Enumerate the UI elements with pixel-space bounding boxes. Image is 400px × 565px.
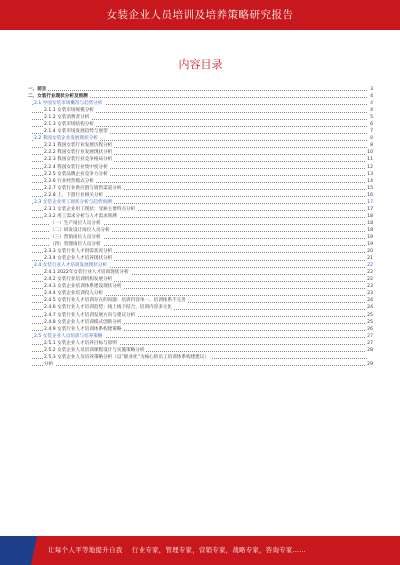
toc-entry-page: 25: [367, 312, 373, 318]
toc-heading: 内容目录: [178, 58, 223, 71]
toc-entry-title: 2.1.1 女装市场规模分析: [44, 108, 94, 114]
toc-leader-dots: [32, 365, 367, 366]
footer-accent-shape: [0, 536, 38, 565]
toc-entry-title: 2.2.5 女装品牌企业竞争力分析: [44, 171, 108, 177]
toc-entry[interactable]: [28, 178, 373, 185]
toc-entry-page: 8: [370, 136, 373, 142]
toc-entry[interactable]: [28, 164, 373, 171]
toc-entry[interactable]: [28, 213, 373, 220]
toc-entry[interactable]: [28, 347, 373, 354]
toc-entry[interactable]: [28, 248, 373, 255]
toc-entry-page: 27: [367, 333, 373, 339]
toc-entry-page: 7: [370, 129, 373, 135]
toc-entry[interactable]: [28, 241, 373, 248]
toc-entry-page: 21: [367, 256, 373, 262]
toc-entry-page: 4: [370, 108, 373, 114]
toc-leader-dots: [32, 90, 367, 91]
toc-entry-title: 2.2 我国女装企业发展现状分析: [34, 136, 98, 142]
toc-entry-title: 2.2.8 上、下游行业相关分析: [44, 192, 104, 198]
toc-entry[interactable]: [28, 199, 373, 206]
toc-entry-title: 2.4.9 女装行业人才培训体系构建策略: [44, 326, 122, 332]
document-page: [28, 34, 373, 530]
toc-entry[interactable]: [28, 340, 373, 347]
report-header: [0, 0, 400, 30]
toc-entry-title: 2.3 女装企业用工现状分析与趋势预测: [34, 199, 112, 205]
toc-entry[interactable]: [28, 333, 373, 340]
toc-entry-title: 2.4.5 女装行业人才培训存在的问题：培训内容单一、培训体系不完善: [44, 298, 186, 304]
toc-entry[interactable]: [28, 220, 373, 227]
toc-entry-page: 12: [367, 164, 373, 170]
toc-entry-page: 23: [367, 284, 373, 290]
toc-entry-page: 11: [367, 157, 373, 163]
toc-entry-page: 5: [370, 115, 373, 121]
toc-entry[interactable]: [28, 107, 373, 114]
toc-entry-page: 23: [367, 291, 373, 297]
toc-entry[interactable]: [28, 142, 373, 149]
footer-slogan: 让每个人平等地提升自我: [48, 546, 123, 554]
toc-entry-title: （四）管理岗位人员分析: [50, 242, 101, 248]
toc-entry-title: 2.4.8 女装企业人才培训模式创新分析: [44, 319, 122, 325]
toc-entry-page: 18: [367, 213, 373, 219]
toc-entry-title: 2.4.4 女装企业培训投入分析: [44, 291, 104, 297]
toc-entry[interactable]: [28, 262, 373, 269]
toc-entry-title: 2.4.6 女装行业人才培训趋势：线上线下结合、培训内容多元化: [44, 305, 172, 311]
toc-entry-title: 2.3.4 女装企业人才培养现状分析: [44, 256, 113, 262]
toc-entry-title: 2.1 中国女装市场概况与趋势分析: [34, 101, 103, 107]
toc-entry-page: 19: [367, 234, 373, 240]
toc-entry-page: 24: [367, 305, 373, 311]
toc-entry-page: 4: [370, 101, 373, 107]
toc-entry-title: 2.4.1 2022年女装行业人才培训现状分析: [44, 270, 129, 276]
toc-entry-page: 19: [367, 242, 373, 248]
toc-entry-title: 2.3.3 女装行业人才供需状况分析: [44, 249, 113, 255]
toc-entry-title: 2.2.7 女装行业供应链与销售渠道分析: [44, 185, 122, 191]
toc-entry[interactable]: [28, 354, 373, 361]
toc-entry[interactable]: [28, 93, 373, 100]
toc-entry[interactable]: [28, 304, 373, 311]
toc-entry-page: 18: [367, 220, 373, 226]
toc-entry-page: 14: [367, 178, 373, 184]
toc-entry-page: 4: [370, 94, 373, 100]
toc-entry-title: （二）研发设计岗位人员分析: [50, 227, 110, 233]
toc-entry-page: 17: [367, 199, 373, 205]
toc-entry-title: 2.4.7 女装行业人才培训发展方向与建议分析: [44, 312, 136, 318]
toc-entry-title: 一、前言: [28, 87, 47, 92]
toc-entry[interactable]: [28, 283, 373, 290]
toc-entry-page: 10: [367, 150, 373, 156]
toc-entry[interactable]: [28, 86, 373, 93]
toc-entry-page: 29: [367, 361, 373, 367]
toc-entry[interactable]: [28, 227, 373, 234]
toc-entry[interactable]: [28, 171, 373, 178]
toc-entry[interactable]: [28, 269, 373, 276]
toc-entry-title: 2.2.6 行业经营模式分析: [44, 178, 94, 184]
toc-entry[interactable]: [28, 319, 373, 326]
toc-entry[interactable]: [28, 234, 373, 241]
toc-entry[interactable]: [28, 128, 373, 135]
toc-entry-page: 18: [367, 227, 373, 233]
toc-entry[interactable]: [28, 276, 373, 283]
toc-entry-title: 分析: [44, 361, 54, 367]
toc-entry-page: 24: [367, 298, 373, 304]
report-title: 女装企业人员培训及培养策略研究报告: [106, 9, 294, 21]
footer-tagline: 行业专家，管理专家，营销专家，战略专家，咨询专家……: [132, 546, 306, 554]
toc-entry-title: 2.1.3 女装市场结构分析: [44, 122, 94, 128]
toc-entry-page: 28: [367, 347, 373, 353]
toc-entry-page: 6: [370, 122, 373, 128]
toc-entry[interactable]: [28, 192, 373, 199]
toc-entry-title: 2.2.2 我国女装行业发展现状分析: [44, 150, 113, 156]
toc-entry-title: 2.3.1 女装企业用工现状：受雇主要特点分析: [44, 206, 136, 212]
toc-entry-title: （一）生产岗位人员分析: [50, 220, 101, 226]
toc-entry[interactable]: [28, 156, 373, 163]
toc-entry[interactable]: [28, 255, 373, 262]
toc-entry[interactable]: [28, 135, 373, 142]
toc-entry[interactable]: [28, 121, 373, 128]
toc-entry-title: 2.5.1 女装企业人才培养目标与原则: [44, 340, 117, 346]
toc-entry[interactable]: [28, 290, 373, 297]
toc-entry-page: 8: [370, 143, 373, 149]
toc-entry-page: 20: [367, 249, 373, 255]
toc-entry[interactable]: [28, 185, 373, 192]
toc-entry-title: 2.5 女装企业人员培训与培养策略: [34, 333, 103, 339]
toc-entry-page: 27: [367, 340, 373, 346]
toc-entry-page: 16: [367, 192, 373, 198]
toc-entry[interactable]: [28, 297, 373, 304]
toc-entry-page: 15: [367, 185, 373, 191]
toc-entry-title: 2.2.4 我国女装行业集中度分析: [44, 164, 108, 170]
toc-entry-page: 13: [367, 171, 373, 177]
toc-entry-page: 26: [367, 326, 373, 332]
footer-banner: [0, 536, 400, 565]
toc-entry[interactable]: [28, 149, 373, 156]
toc-entry-title: 2.4.3 女装企业培训体系建设现状分析: [44, 284, 122, 290]
toc-entry-title: （三）营销岗位人员分析: [50, 234, 101, 240]
toc-entry[interactable]: [28, 100, 373, 107]
toc-entry-title: 2.1.2 女装消费者分析: [44, 115, 90, 121]
toc-entry-page: 3: [370, 87, 373, 92]
toc-entry-page: 22: [367, 270, 373, 276]
toc-entry-page: 17: [367, 206, 373, 212]
toc-entry-title: 2.5.3 女装企业人员培养策略分析（以“职业化”为核心的员工培训体系构建建议）: [44, 354, 209, 360]
toc-entry-title: 2.4.2 女装行业培训机构发展分析: [44, 277, 113, 283]
toc-list: [28, 86, 373, 368]
toc-entry-page: 25: [367, 319, 373, 325]
toc-entry-page: 22: [367, 263, 373, 269]
toc-entry[interactable]: [28, 361, 373, 368]
toc-entry-title: 2.5.2 女装企业人员培训课程设计与实施策略分析: [44, 347, 145, 353]
toc-entry[interactable]: [28, 206, 373, 213]
toc-entry-title: 二、女装行业现状分析及预测: [28, 94, 88, 100]
toc-entry[interactable]: [28, 326, 373, 333]
toc-entry-title: 2.3.2 用工需求分析与人才需求预测: [44, 213, 117, 219]
toc-entry-title: 2.4 女装行业人才培训发展现状分析: [34, 263, 108, 269]
toc-entry[interactable]: [28, 114, 373, 121]
toc-entry-page: 22: [367, 277, 373, 283]
toc-entry-title: 2.1.4 女装市场发展趋势与展望: [44, 129, 108, 135]
toc-entry[interactable]: [28, 312, 373, 319]
toc-entry-title: 2.2.3 我国女装行业竞争格局分析: [44, 157, 113, 163]
toc-entry-title: 2.2.1 我国女装行业发展历程分析: [44, 143, 113, 149]
